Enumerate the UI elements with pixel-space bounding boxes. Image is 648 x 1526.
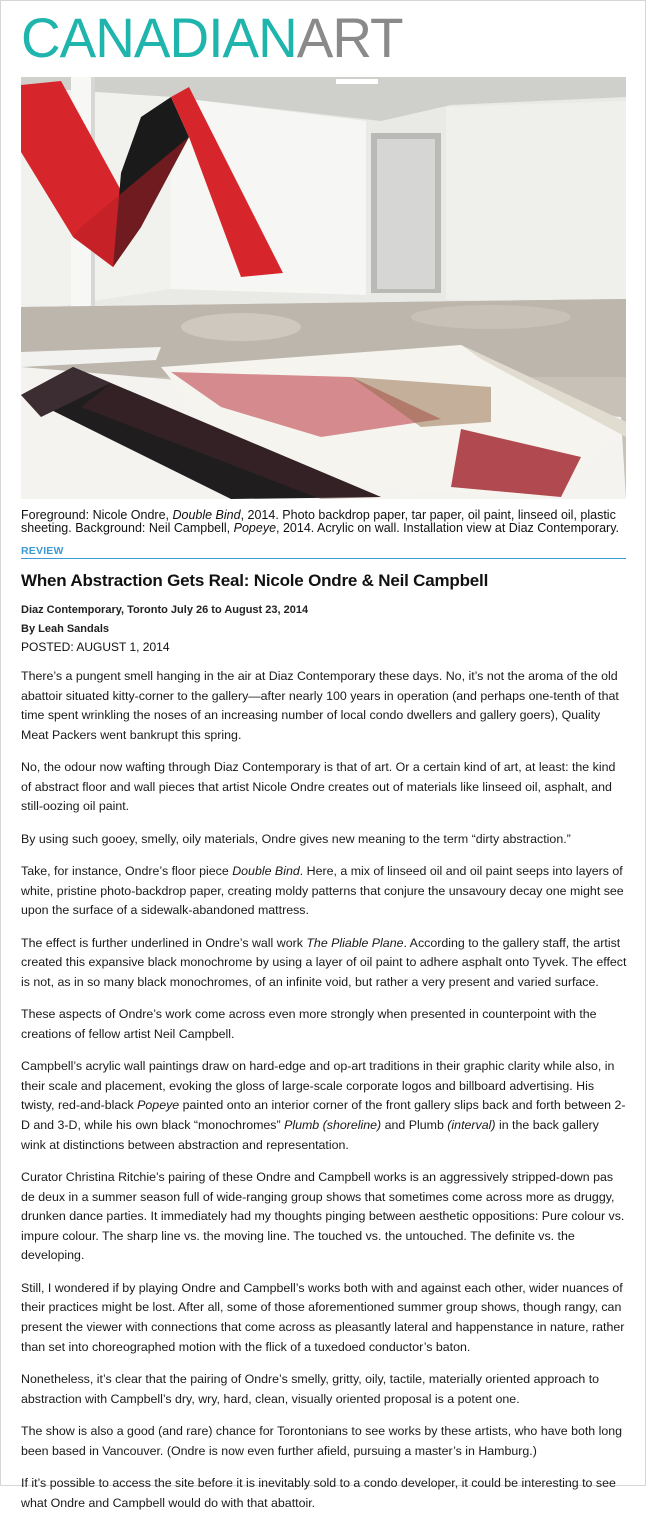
paragraph: Take, for instance, Ondre’s floor piece Double Bind. Here, a mix of linseed oil and oil paint seeps into layers of white, pristine photo-backdrop paper, creating moldy patterns that conjure the unsavoury decay one might see upon the surface of a sidewalk-abandoned mattress. bbox=[21, 864, 624, 918]
caption-title-popeye: Popeye bbox=[233, 521, 277, 535]
paragraph: If it’s possible to access the site before it is inevitably sold to a condo developer, it could be interesting to see what Ondre and Campbell would do with that abattoir. bbox=[21, 1475, 616, 1510]
paragraph: There’s a pungent smell hanging in the air at Diaz Contemporary these days. No, it’s not the aroma of the old abattoir situated kitty-corner to the gallery—after nearly 100 years in operation (and perhaps one-tenth of that time spent wrinkling the noses of an increasing number of local condo dwellers and gallery goers), Quality Meat Packers went bankrupt this spring. bbox=[21, 669, 619, 742]
logo-art: ART bbox=[296, 6, 403, 69]
section-divider bbox=[21, 546, 626, 559]
image-caption bbox=[21, 509, 626, 535]
caption-text: , 2014. Acrylic on wall. Installation view at Diaz Contemporary. bbox=[276, 521, 620, 535]
hero-image bbox=[21, 77, 626, 499]
site-logo[interactable] bbox=[21, 7, 403, 69]
section-label[interactable]: REVIEW bbox=[21, 545, 64, 557]
posted-date: POSTED: AUGUST 1, 2014 bbox=[21, 640, 170, 654]
paragraph: The effect is further underlined in Ondre’s wall work The Pliable Plane. According to the gallery staff, the artist created this expansive black monochrome by using a layer of oil paint to adhere asphalt onto Tyvek. The effect is not, as in so many black monochromes, of an infinite void, but rather a very present and varied surface. bbox=[21, 935, 627, 989]
installation-photo bbox=[21, 77, 626, 499]
paragraph: Campbell’s acrylic wall paintings draw on hard-edge and op-art traditions in their graphic clarity while also, in their scale and placement, evoking the gloss of large-scale corporate logos and billboard advertising. His twisty, red-and-black Popeye painted onto an interior corner of the front gallery slips back and forth between 2-D and 3-D, while his own black “monochromes” Plumb (shoreline) and Plumb (interval) in the back gallery wink at distinctions between abstraction and representation. bbox=[21, 1059, 626, 1152]
paragraph: No, the odour now wafting through Diaz Contemporary is that of art. Or a certain kind of art, at least: the kind of abstract floor and wall pieces that artist Nicole Ondre creates out of materials like linseed oil, asphalt, and still-oozing oil paint. bbox=[21, 760, 616, 814]
paragraph: Curator Christina Ritchie’s pairing of these Ondre and Campbell works is an aggressively stripped-down pas de deux in a summer season full of wide-ranging group shows that sometimes come across more as druggy, drunken dance parties. It immediately had my thoughts pinging between aesthetic oppositions: Pure colour vs. impure colour. The sharp line vs. the moving line. The touched vs. the untouched. The definite vs. the developing. bbox=[21, 1170, 625, 1263]
paragraph: These aspects of Ondre’s work come across even more strongly when presented in counterpoint with the creations of fellow artist Neil Campbell. bbox=[21, 1007, 597, 1041]
article-title: When Abstraction Gets Real: Nicole Ondre & Neil Campbell bbox=[21, 571, 489, 590]
paragraph: By using such gooey, smelly, oily materials, Ondre gives new meaning to the term “dirty abstraction.” bbox=[21, 831, 571, 846]
venue-dates: Diaz Contemporary, Toronto July 26 to August 23, 2014 bbox=[21, 604, 309, 616]
caption-text: , 2014. Photo backdrop paper, tar paper, oil paint, linseed oil, plastic sheeting. Background: Neil Campbell, bbox=[21, 508, 616, 535]
logo-canadian: CANADIAN bbox=[21, 6, 297, 69]
paragraph: The show is also a good (and rare) chance for Torontonians to see works by these artists, who have both long been based in Vancouver. (Ondre is now even further afield, pursuing a master’s in Hamburg.) bbox=[21, 1423, 623, 1458]
byline: By Leah Sandals bbox=[21, 623, 110, 635]
paragraph: Nonetheless, it’s clear that the pairing of Ondre’s smelly, gritty, oily, tactile, materially oriented approach to abstraction with Campbell’s dry, wry, hard, clean, visually oriented proposal is a potent one. bbox=[21, 1371, 600, 1406]
caption-text: Foreground: Nicole Ondre, bbox=[21, 508, 173, 522]
caption-title-double-bind: Double Bind bbox=[172, 508, 241, 522]
article-body bbox=[21, 667, 627, 1526]
paragraph: Still, I wondered if by playing Ondre and Campbell’s works both with and against each other, wider nuances of their practices might be lost. After all, some of those aforementioned summer group shows, though rangy, can present the viewer with connections that come across as pleasantly lateral and happenstance in nature, rather than set into choreographed motion with the flick of a tuxedoed conductor’s baton. bbox=[21, 1280, 625, 1354]
